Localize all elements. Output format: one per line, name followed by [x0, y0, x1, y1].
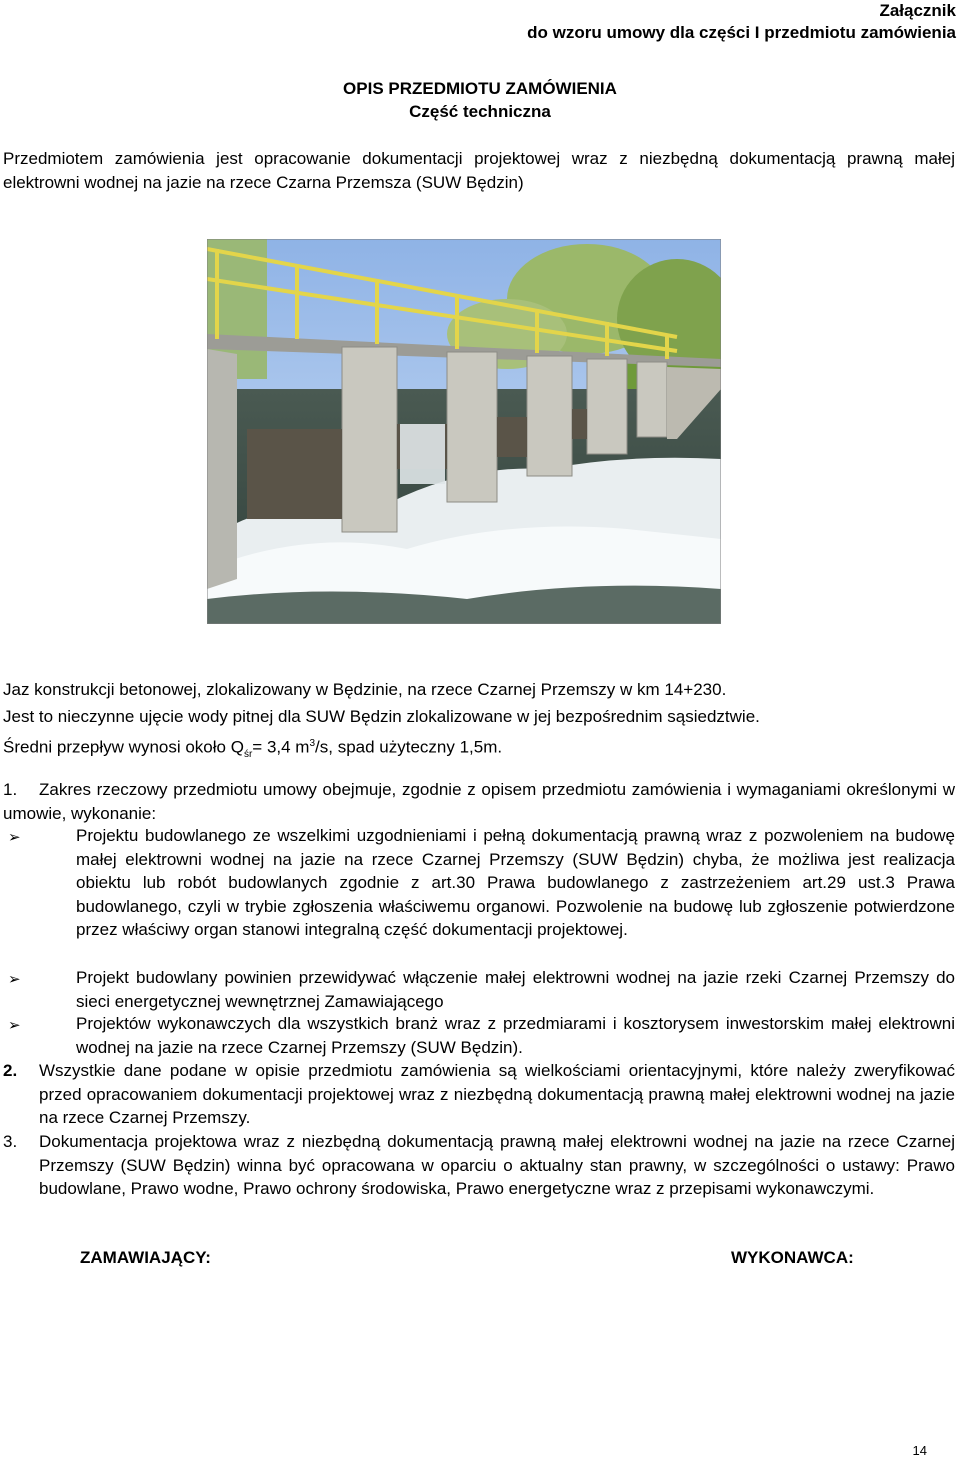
- section-2-number: 2.: [3, 1061, 18, 1080]
- flow-superscript: 3: [309, 738, 316, 749]
- section-1-text: [3, 778, 955, 825]
- document-subtitle: Część techniczna: [409, 102, 551, 121]
- section-1-bullet-2: Projekt budowlany powinien przewidywać włączenie małej elektrowni wodnej na jazie rzeki Czarnej Przemszy do sieci energetycznej wewnętrznej Zamawiającego: [76, 968, 955, 1011]
- flow-rest: /s, spad użyteczny 1,5m.: [315, 737, 503, 757]
- section-2-text: Wszystkie dane podane w opisie przedmiotu zamówienia są wielkościami orientacyjnymi, które należy zweryfikować przed opracowaniem dokumentacji projektowej wraz z niezbędną dokumentacją prawną małej elektrowni wodnej na jazie na rzece Czarnej Przemszy.: [39, 1061, 955, 1127]
- arrowhead-bullet-icon: ➢: [8, 971, 21, 988]
- flow-subscript: śr: [243, 749, 253, 761]
- arrowhead-bullet-icon: ➢: [8, 1017, 21, 1034]
- intro-paragraph: Przedmiotem zamówienia jest opracowanie dokumentacji projektowej wraz z niezbędną dokumentacją prawną małej elektrowni wodnej na jazie na rzece Czarna Przemsza (SUW Będzin): [3, 149, 955, 192]
- section-1-intro: Zakres rzeczowy przedmiotu umowy obejmuje, zgodnie z opisem przedmiotu zamówienia i wymaganiami określonymi w umowie, wykonanie:: [3, 780, 955, 823]
- caption-line-purpose: Jest to nieczynne ujęcie wody pitnej dla SUW Będzin zlokalizowane w jej bezpośrednim sąsiedztwie.: [3, 707, 760, 726]
- section-1-bullet-3: Projektów wykonawczych dla wszystkich branż wraz z przedmiarami i kosztorysem inwestorskim małej elektrowni wodnej na jazie na rzece Czarnej Przemszy (SUW Będzin).: [76, 1014, 955, 1057]
- arrowhead-bullet-icon: ➢: [8, 829, 21, 846]
- signature-client: ZAMAWIAJĄCY:: [80, 1248, 211, 1267]
- page-number: 14: [912, 1443, 927, 1458]
- document-title: OPIS PRZEDMIOTU ZAMÓWIENIA: [343, 79, 617, 98]
- flow-text: Średni przepływ wynosi około Q: [3, 737, 244, 757]
- attachment-label: Załącznik: [879, 1, 956, 20]
- flow-value: = 3,4 m: [252, 737, 310, 757]
- weir-photo: [207, 239, 721, 624]
- signature-contractor: WYKONAWCA:: [731, 1248, 854, 1267]
- caption-line-location: Jaz konstrukcji betonowej, zlokalizowany w Będzinie, na rzece Czarnej Przemszy w km 14+230.: [3, 680, 727, 699]
- attachment-subtitle: do wzoru umowy dla części I przedmiotu zamówienia: [527, 23, 956, 42]
- section-1-bullet-1: Projektu budowlanego ze wszelkimi uzgodnieniami i pełną dokumentacją prawną wraz z pozwoleniem na budowę małej elektrowni wodnej na jazie na rzece Czarnej Przemszy (SUW Będzin) chyba, że możliwa jest realizacja obiektu lub robót budowlanych zgodnie z art.30 Prawa budowlanego z zastrzeżeniem art.29 ust.3 Prawa budowlanego, czyli w trybie zgłoszenia właściwemu organowi. Pozwolenie na budowę lub zgłoszenie potwierdzone przez właściwy organ stanowi integralną część dokumentacji projektowej.: [76, 826, 955, 939]
- section-3-number: 3.: [3, 1132, 18, 1151]
- section-1-number: 1.: [3, 780, 18, 799]
- section-3-text: Dokumentacja projektowa wraz z niezbędną dokumentacją prawną małej elektrowni wodnej na jazie na rzece Czarnej Przemszy (SUW Będzin) winna być opracowana w oparciu o aktualny stan prawny, w szczególności o ustawy: Prawo budowlane, Prawo wodne, Prawo ochrony środowiska, Prawo energetyczne wraz z przepisami wykonawczymi.: [39, 1132, 955, 1198]
- caption-line-flow: [3, 732, 955, 767]
